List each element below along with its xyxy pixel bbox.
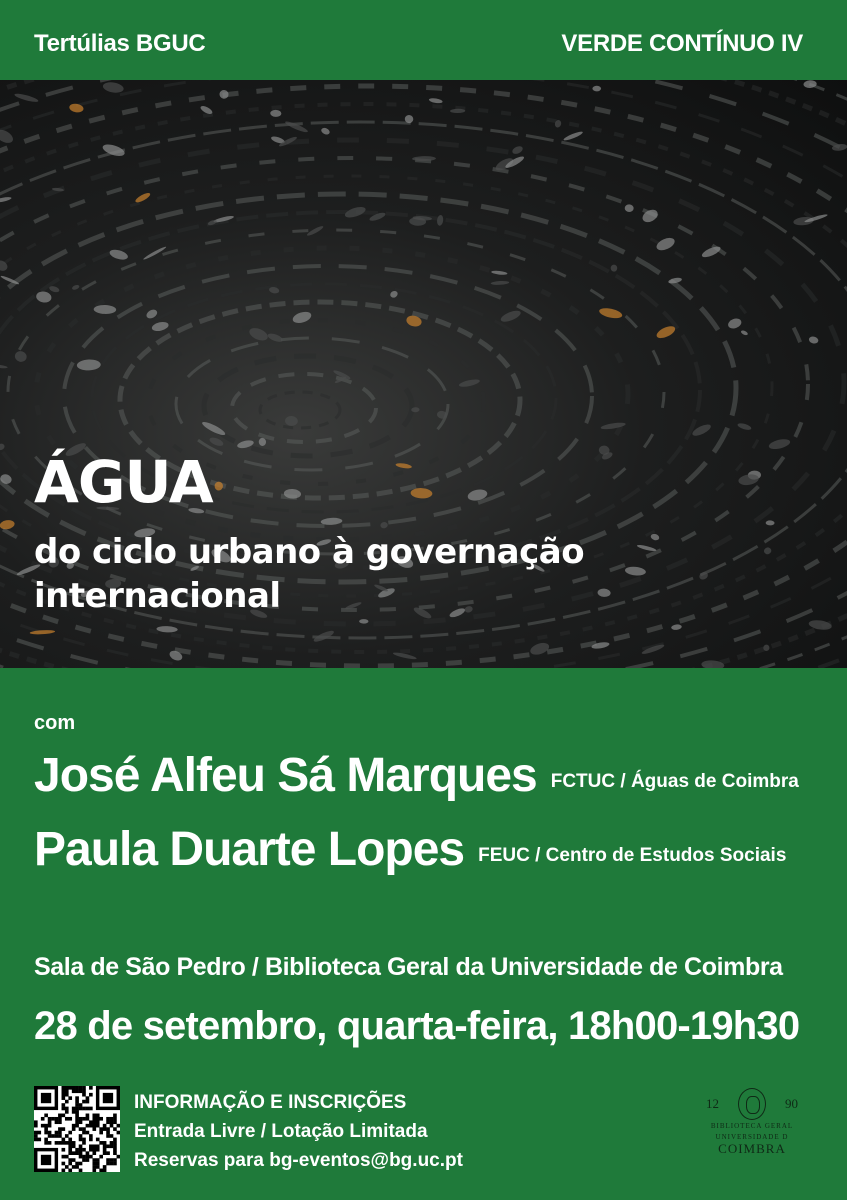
- ripple-highlight: [344, 205, 367, 220]
- water-ripple-photo: [0, 80, 847, 668]
- ripple-highlight: [610, 264, 617, 271]
- ripple-highlight: [499, 308, 522, 324]
- ripple-highlight: [458, 378, 480, 388]
- logo-year-right: 90: [785, 1096, 798, 1111]
- ripple-highlight: [592, 86, 601, 92]
- ripple-ring: [260, 392, 340, 428]
- speakers-intro: com: [34, 712, 76, 734]
- university-seal-icon: [738, 1088, 766, 1120]
- ripple-highlight: [284, 120, 308, 134]
- ripple-highlight: [410, 488, 432, 499]
- ripple-highlight: [655, 235, 677, 252]
- library-logo: [706, 1088, 798, 1170]
- speaker-name: José Alfeu Sá Marques: [34, 749, 537, 802]
- ripple-highlight: [0, 443, 6, 452]
- ripple-highlight: [491, 270, 508, 275]
- info-block: [134, 1088, 463, 1175]
- ripple-highlight: [529, 641, 551, 657]
- ripple-highlight: [655, 324, 677, 341]
- ripple-highlight: [808, 336, 819, 345]
- logo-line-3: COIMBRA: [718, 1141, 786, 1156]
- ripple-highlight: [0, 196, 12, 204]
- ripple-highlight: [151, 321, 169, 333]
- ripple-highlight: [285, 416, 298, 427]
- ripple-highlight: [14, 350, 28, 363]
- ripple-highlight: [491, 281, 510, 286]
- ripple-highlight: [380, 521, 389, 529]
- ripple-ring: [204, 356, 412, 456]
- ripple-highlight: [740, 330, 748, 337]
- ripple-highlight: [0, 364, 8, 369]
- ripple-highlight: [109, 248, 130, 262]
- ripple-ring: [232, 374, 376, 442]
- ripple-highlight: [201, 420, 227, 437]
- ripple-highlight: [737, 422, 752, 431]
- ripple-highlight: [215, 482, 223, 491]
- ripple-highlight: [625, 204, 634, 212]
- ripple-highlight: [766, 520, 775, 525]
- ripple-highlight: [270, 110, 281, 117]
- ripple-highlight: [450, 109, 465, 114]
- ripple-highlight: [208, 436, 224, 448]
- ripple-highlight: [727, 317, 743, 330]
- ripple-highlight: [429, 97, 443, 104]
- event-title: ÁGUA: [34, 448, 213, 516]
- logo-year-left: 12: [706, 1096, 719, 1111]
- ripple-highlight: [511, 145, 524, 156]
- speaker-affiliation: FCTUC / Águas de Coimbra: [550, 771, 799, 792]
- logo-line-2: UNIVERSIDADE D: [715, 1133, 789, 1141]
- ripple-highlight: [412, 156, 436, 161]
- ripple-highlight: [267, 332, 284, 344]
- ripple-highlight: [77, 359, 101, 371]
- ripple-highlight: [156, 626, 177, 633]
- entry-note: Entrada Livre / Lotação Limitada: [134, 1121, 428, 1142]
- ripple-highlight: [134, 191, 151, 204]
- ripple-highlight: [598, 306, 623, 320]
- ripple-highlight: [436, 215, 443, 227]
- ripple-highlight: [671, 624, 682, 631]
- reservations-note: Reservas para bg-eventos@bg.uc.pt: [134, 1150, 463, 1171]
- edition-title: VERDE CONTÍNUO IV: [561, 30, 803, 57]
- event-datetime: 28 de setembro, quarta-feira, 18h00-19h30: [34, 1004, 800, 1048]
- ripple-highlight: [35, 290, 52, 303]
- ripple-highlight: [563, 130, 584, 142]
- ripple-highlight: [102, 81, 124, 94]
- ripple-highlight: [359, 619, 368, 624]
- event-venue: Sala de São Pedro / Biblioteca Geral da Universidade de Coimbra: [34, 953, 783, 981]
- speaker-2: [34, 822, 786, 877]
- ripple-highlight: [395, 462, 412, 469]
- series-title: Tertúlias BGUC: [34, 30, 206, 57]
- speaker-affiliation: FEUC / Centro de Estudos Sociais: [478, 845, 787, 866]
- ripple-highlight: [291, 310, 312, 325]
- logo-line-1: BIBLIOTECA GERAL: [710, 1122, 794, 1130]
- ripple-highlight: [258, 437, 266, 446]
- qr-code-icon[interactable]: [34, 1086, 120, 1172]
- ripple-highlight: [219, 89, 230, 99]
- ripple-highlight: [600, 421, 626, 430]
- ripple-highlight: [320, 127, 331, 136]
- ripple-highlight: [0, 519, 15, 530]
- info-heading: INFORMAÇÃO E INSCRIÇÕES: [134, 1092, 407, 1113]
- top-bar: [0, 0, 847, 80]
- ripple-highlight: [306, 225, 324, 237]
- event-subtitle: do ciclo urbano à governação internacional: [34, 532, 585, 616]
- speaker-1: [34, 748, 799, 803]
- ripple-highlight: [71, 284, 80, 291]
- ripple-highlight: [768, 437, 791, 450]
- speaker-name: Paula Duarte Lopes: [34, 823, 465, 876]
